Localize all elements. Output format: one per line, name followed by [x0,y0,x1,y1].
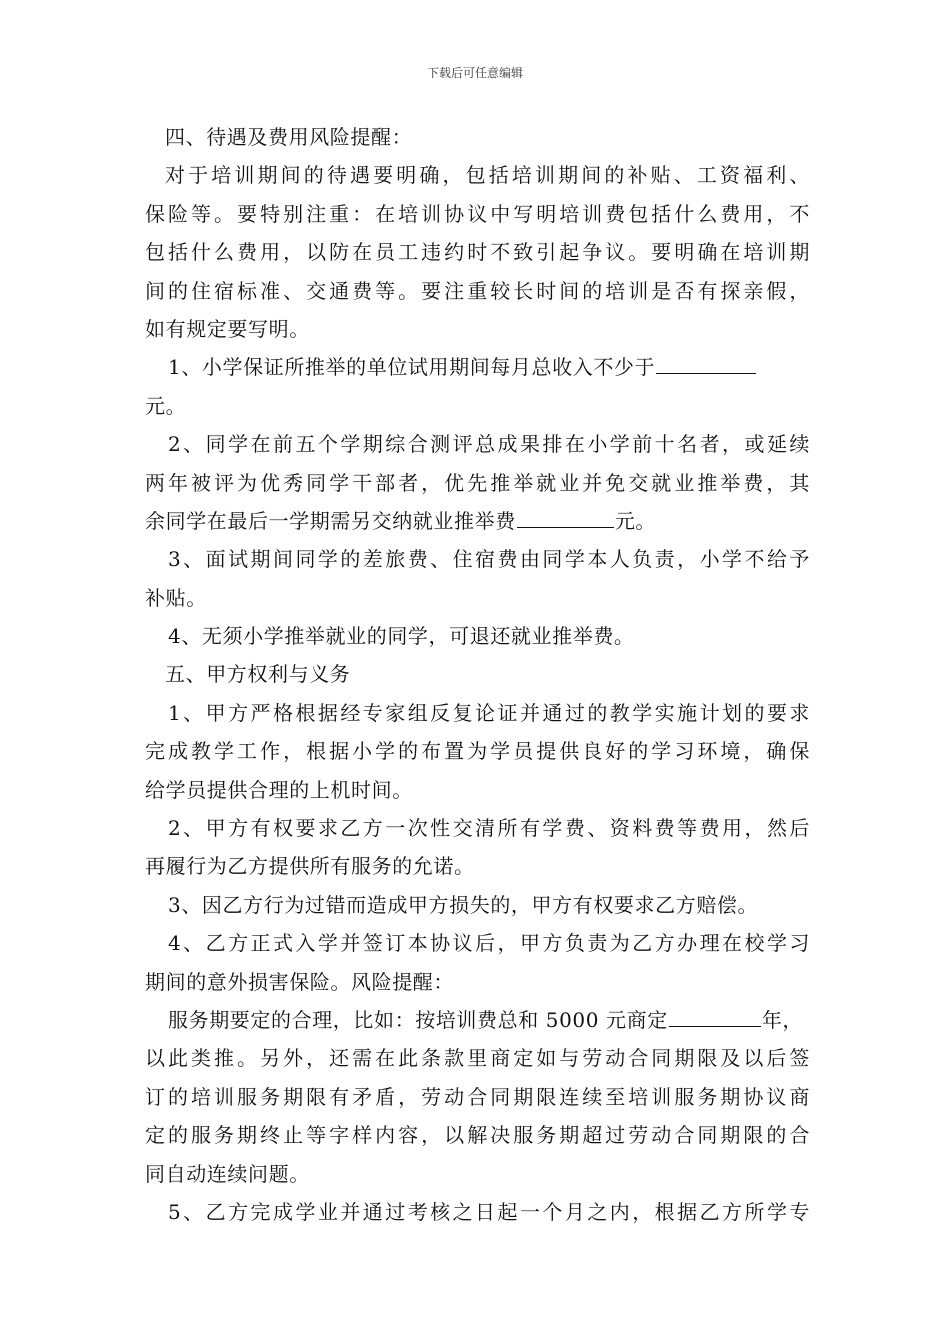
item-text: 服务期要定的合理，比如：按培训费总和 5000 元商定 [168,1007,668,1032]
paragraph-line [145,502,810,540]
paragraph-line: 间的住宿标准、交通费等。要注重较长时间的培训是否有探亲假， [145,278,810,303]
paragraph-line: 如有规定要写明。 [145,316,310,341]
fill-in-blank[interactable] [517,505,614,528]
item-text: 年， [761,1007,804,1032]
section-heading-4: 四、待遇及费用风险提醒： [165,125,413,149]
page-header-note: 下载后可任意编辑 [426,66,523,80]
paragraph-line: 给学员提供合理的上机时间。 [145,777,413,802]
paragraph-line: 4、无须小学推举就业的同学，可退还就业推举费。 [168,624,635,649]
paragraph-line: 完成教学工作，根据小学的布置为学员提供良好的学习环境，确保 [145,739,810,764]
paragraph-line [145,348,810,386]
paragraph-line: 订的培训服务期限有矛盾，劳动合同期限连续至培训服务期协议商 [145,1084,810,1109]
paragraph-line: 两年被评为优秀同学干部者，优先推举就业并免交就业推举费，其 [145,470,810,495]
paragraph-line: 5、乙方完成学业并通过考核之日起一个月之内，根据乙方所学专 [168,1199,810,1224]
paragraph-line: 期间的意外损害保险。风险提醒： [145,969,454,994]
paragraph-line: 3、面试期间同学的差旅费、住宿费由同学本人负责，小学不给予 [168,547,810,572]
item-text: 元。 [614,508,657,533]
paragraph-line: 以此类推。另外，还需在此条款里商定如与劳动合同期限及以后签 [145,1046,810,1071]
paragraph-line [145,1001,810,1039]
paragraph-line: 元。 [145,393,187,418]
fill-in-blank[interactable] [669,1004,761,1027]
paragraph-line: 同自动连续问题。 [145,1161,310,1186]
paragraph-line: 1、甲方严格根据经专家组反复论证并通过的教学实施计划的要求 [168,700,810,725]
paragraph-line: 再履行为乙方提供所有服务的允诺。 [145,854,475,879]
paragraph-line: 包括什么费用，以防在员工违约时不致引起争议。要明确在培训期 [145,240,810,265]
paragraph-line: 对于培训期间的待遇要明确，包括培训期间的补贴、工资福利、 [165,163,810,188]
item-text: 余同学在最后一学期需另交纳就业推举费 [145,508,516,533]
paragraph-line: 定的服务期终止等字样内容，以解决服务期超过劳动合同期限的合 [145,1123,810,1148]
fill-in-blank[interactable] [656,351,756,374]
paragraph-line: 2、甲方有权要求乙方一次性交清所有学费、资料费等费用，然后 [168,816,810,841]
document-body [145,118,810,1231]
paragraph-line: 保险等。要特别注重：在培训协议中写明培训费包括什么费用，不 [145,201,810,226]
paragraph-line: 补贴。 [145,585,207,610]
section-heading-5: 五、甲方权利与义务 [165,662,351,687]
paragraph-line: 2、同学在前五个学期综合测评总成果排在小学前十名者，或延续 [168,432,810,457]
paragraph-line: 4、乙方正式入学并签订本协议后，甲方负责为乙方办理在校学习 [168,931,810,956]
paragraph-line: 3、因乙方行为过错而造成甲方损失的，甲方有权要求乙方赔偿。 [168,892,759,917]
item-text: 1、小学保证所推举的单位试用期间每月总收入不少于 [168,355,656,380]
